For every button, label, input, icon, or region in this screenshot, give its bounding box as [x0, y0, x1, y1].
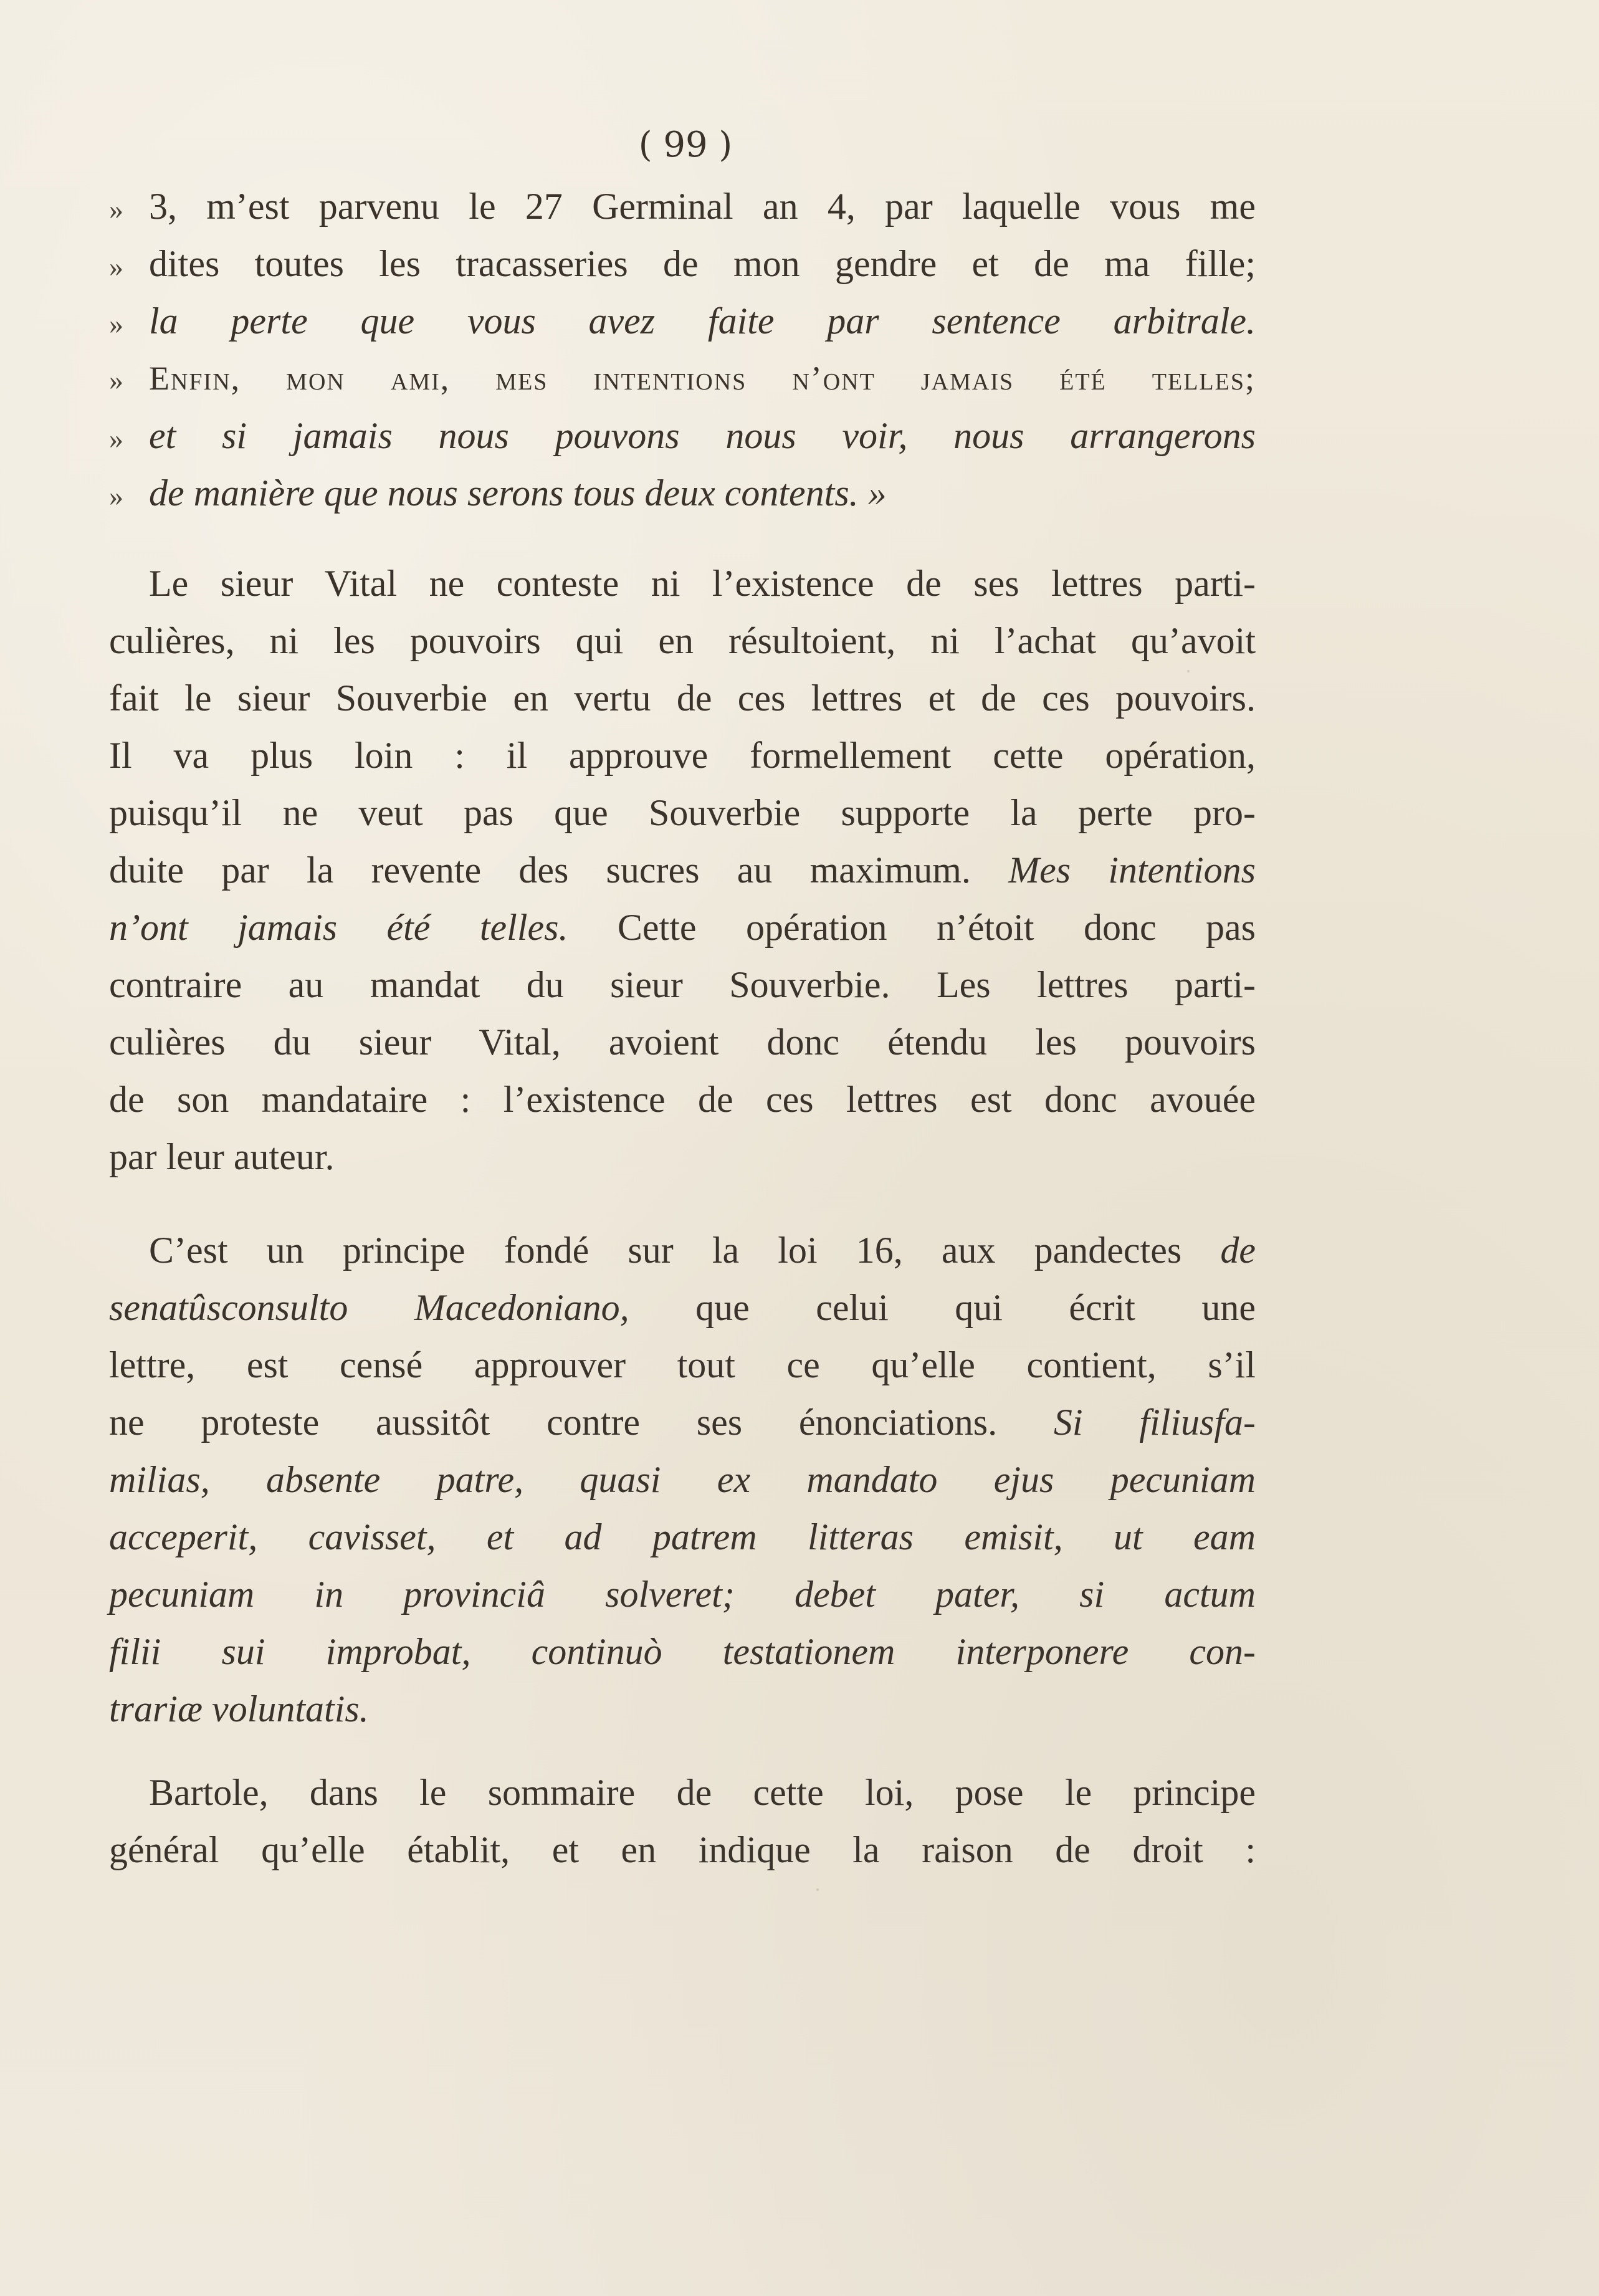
page-number: ( 99 ) — [638, 125, 733, 165]
paper-speck — [1187, 670, 1190, 672]
paper-speck — [816, 1888, 819, 1891]
paragraph — [109, 1222, 1256, 1738]
text-line: Le sieur Vital ne conteste ni l’existence de ses lettres parti- — [149, 563, 1256, 604]
quote-text: la perte que vous avez faite par sentence arbitrale. — [149, 300, 1256, 342]
text-line: de son mandataire : l’existence de ces lettres est donc avouée — [109, 1079, 1256, 1120]
quote-text: de manière que nous serons tous deux contents. » — [149, 472, 887, 514]
text-segment: Mes intentions — [1008, 849, 1256, 891]
paragraph — [109, 555, 1256, 1185]
text-line — [109, 1222, 1256, 1279]
quote-line — [109, 350, 1256, 407]
text-segment: ne proteste aussitôt contre ses énonciations. — [109, 1402, 998, 1443]
guillemet-mark: » — [109, 480, 123, 512]
quote-text: et si jamais nous pouvons nous voir, nous arrangerons — [149, 415, 1256, 456]
text-line: culières du sieur Vital, avoient donc étendu les pouvoirs — [109, 1021, 1256, 1063]
text-line: puisqu’il ne veut pas que Souverbie supporte la perte pro- — [109, 792, 1256, 833]
guillemet-mark: » — [109, 251, 123, 282]
text-line: culières, ni les pouvoirs qui en résultoient, ni l’achat qu’avoit — [109, 620, 1256, 661]
text-line — [109, 841, 1256, 899]
text-segment: duite par la revente des sucres au maximum. — [109, 849, 971, 891]
text-line — [109, 1394, 1256, 1451]
text-line: lettre, est censé approuver tout ce qu’elle contient, s’il — [109, 1344, 1256, 1385]
text-segment: Si filiusfa- — [1053, 1402, 1256, 1443]
guillemet-mark: » — [109, 308, 123, 340]
quote-text: 3, m’est parvenu le 27 Germinal an 4, par laquelle vous me — [149, 186, 1256, 227]
text-segment: senatûsconsulto Macedoniano, — [109, 1287, 629, 1328]
text-line: Bartole, dans le sommaire de cette loi, pose le principe — [149, 1772, 1256, 1813]
quote-line — [109, 235, 1256, 292]
text-line: général qu’elle établit, et en indique la raison de droit : — [109, 1829, 1256, 1870]
text-line: Il va plus loin : il approuve formellement cette opération, — [109, 735, 1256, 776]
text-line: filii sui improbat, continuò testationem interponere con- — [109, 1631, 1256, 1672]
text-line — [109, 1279, 1256, 1336]
quoted-letter — [109, 178, 1256, 522]
paragraph — [109, 1764, 1256, 1878]
quote-line — [109, 292, 1256, 350]
paper-speck — [1221, 580, 1225, 583]
text-segment: C’est un principe fondé sur la loi 16, aux pandectes — [149, 1230, 1182, 1271]
text-segment: Cette opération n’étoit donc pas — [617, 907, 1256, 948]
text-line — [109, 899, 1256, 956]
text-segment: que celui qui écrit une — [695, 1287, 1256, 1328]
text-line: trariæ voluntatis. — [109, 1688, 369, 1729]
text-line: acceperit, cavisset, et ad patrem litteras emisit, ut eam — [109, 1516, 1256, 1557]
quote-line — [109, 178, 1256, 235]
text-line: pecuniam in provinciâ solveret; debet pater, si actum — [109, 1574, 1256, 1615]
quote-text: Enfin, mon ami, mes intentions n’ont jamais été telles; — [149, 360, 1256, 397]
guillemet-mark: » — [109, 364, 123, 396]
text-line: par leur auteur. — [109, 1136, 335, 1177]
guillemet-mark: » — [109, 193, 123, 225]
quote-line — [109, 407, 1256, 464]
quote-line — [109, 464, 1256, 522]
text-segment: de — [1220, 1230, 1256, 1271]
text-line: milias, absente patre, quasi ex mandato ejus pecuniam — [109, 1459, 1256, 1500]
paper-speck — [1172, 695, 1173, 697]
quote-text: dites toutes les tracasseries de mon gendre et de ma fille; — [149, 243, 1256, 284]
text-line: fait le sieur Souverbie en vertu de ces lettres et de ces pouvoirs. — [109, 677, 1256, 719]
guillemet-mark: » — [109, 423, 123, 454]
text-line: contraire au mandat du sieur Souverbie. Les lettres parti- — [109, 964, 1256, 1005]
text-segment: n’ont jamais été telles. — [109, 907, 568, 948]
